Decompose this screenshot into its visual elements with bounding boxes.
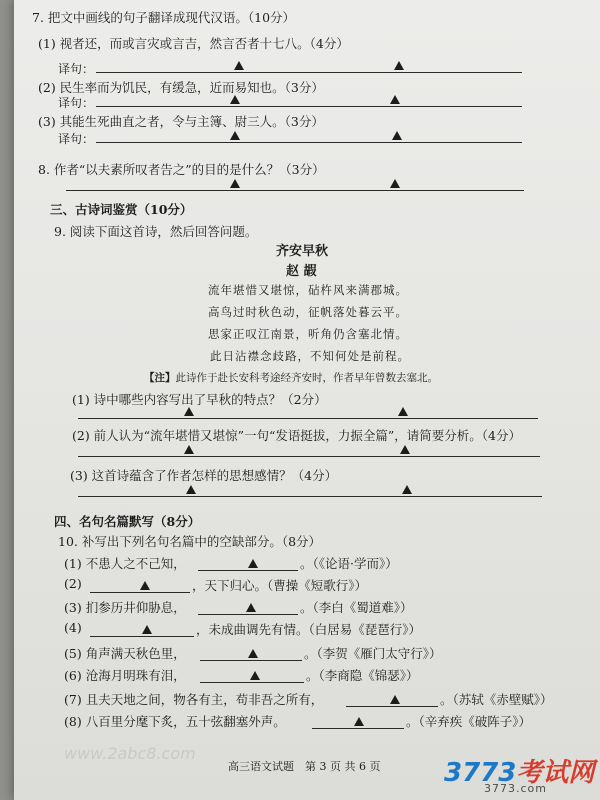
poem-line: 高鸟过时秋色动，征帆落处暮云平。 <box>208 305 408 319</box>
q7-answer-line3[interactable] <box>96 142 522 143</box>
q10-blank-7[interactable] <box>346 706 438 707</box>
poem-title: 齐安早秋 <box>276 244 329 259</box>
triangle-marker-icon <box>186 485 196 494</box>
triangle-marker-icon <box>392 131 402 140</box>
poem-note-text: 此诗作于赴长安科考途经齐安时，作者早年曾数去塞北。 <box>175 372 438 384</box>
item-number: (5) <box>64 646 82 661</box>
q10-source-4: ，未成曲调先有情。（白居易《琵琶行》） <box>196 622 422 637</box>
q7-answer-line1[interactable] <box>96 72 522 73</box>
triangle-marker-icon <box>390 95 400 104</box>
site-url: 3773.com <box>484 782 547 795</box>
q10-blank-2[interactable] <box>90 592 190 593</box>
poem-author: 赵 嘏 <box>286 264 317 279</box>
q10-source-7: 。（苏轼《赤壁赋》） <box>440 692 553 707</box>
q10-blank-4[interactable] <box>90 636 194 637</box>
q10-blank-3[interactable] <box>198 614 298 615</box>
item-text: 且夫天地之间，物各有主，苟非吾之所有， <box>85 692 324 707</box>
item-text: 八百里分麾下炙，五十弦翻塞外声。 <box>85 714 286 729</box>
triangle-marker-icon <box>248 649 258 658</box>
q10-source-5: 。（李贺《雁门太守行》） <box>304 646 442 661</box>
q10-blank-1[interactable] <box>198 570 298 571</box>
q10-item-8 <box>64 712 286 730</box>
q10-source-1: 。（《论语·学而》） <box>300 556 398 571</box>
item-text: 不患人之不己知， <box>85 556 186 571</box>
site-logo-word: 考试网 <box>516 758 595 788</box>
q10-item-4: (4) <box>64 620 82 635</box>
triangle-marker-icon <box>390 179 400 188</box>
poem-line: 流年堪惜又堪惊，砧杵风来满郡城。 <box>208 283 408 297</box>
q10-item-3 <box>64 598 186 616</box>
q10-item-7 <box>64 690 323 708</box>
q10-source-8: 。（辛弃疾《破阵子》） <box>406 714 532 729</box>
item-text: 角声满天秋色里， <box>85 646 186 661</box>
triangle-marker-icon <box>142 625 152 634</box>
exam-page <box>14 0 600 800</box>
triangle-marker-icon <box>184 407 194 416</box>
item-number: (6) <box>64 668 82 683</box>
poem-note-tag: 【注】 <box>144 372 176 384</box>
q7-answer-line2[interactable] <box>96 106 522 107</box>
poem-line: 此日沾襟念歧路，不知何处是前程。 <box>210 349 410 363</box>
page-footer: 高三语文试题 第 3 页 共 6 页 <box>228 760 381 773</box>
triangle-marker-icon <box>398 407 408 416</box>
triangle-marker-icon <box>230 179 240 188</box>
q10-item-5 <box>64 644 186 662</box>
triangle-marker-icon <box>230 95 240 104</box>
q10-title: 10. 补写出下列名句名篇中的空缺部分。（8分） <box>58 534 322 549</box>
triangle-marker-icon <box>234 61 244 70</box>
bleed-through-text <box>354 24 424 39</box>
q10-item-1 <box>64 554 186 572</box>
q9-sub1: (1) 诗中哪些内容写出了早秋的特点？（2分） <box>72 392 327 407</box>
item-text: 沧海月明珠有泪， <box>85 668 186 683</box>
q9-sub2: (2) 前人认为“流年堪惜又堪惊”一句“发语挺拔，力振全篇”，请简要分析。（4分） <box>72 428 521 443</box>
triangle-marker-icon <box>140 581 150 590</box>
site-logo-number: 3773 <box>444 758 517 788</box>
q7-sub3: (3) 其能生死曲直之者，令与主簿、尉三人。（3分） <box>38 114 324 129</box>
q7-sub2: (2) 民生率而为饥民，有缓急，近而易知也。（3分） <box>38 80 324 95</box>
q7-sub1: (1) 视者还，而或言灾或言吉，然言否者十七八。（4分） <box>38 36 349 51</box>
triangle-marker-icon <box>394 61 404 70</box>
triangle-marker-icon <box>402 485 412 494</box>
item-number: (8) <box>64 714 82 729</box>
triangle-marker-icon <box>184 445 194 454</box>
triangle-marker-icon <box>390 695 400 704</box>
q8-title: 8. 作者“以夫素所叹者告之”的目的是什么？（3分） <box>38 162 325 177</box>
q9-sub3: (3) 这首诗蕴含了作者怎样的思想感情？（4分） <box>70 468 338 483</box>
q10-blank-6[interactable] <box>200 682 304 683</box>
q10-source-3: 。（李白《蜀道难》） <box>300 600 413 615</box>
triangle-marker-icon <box>248 559 258 568</box>
section4-heading: 四、名句名篇默写（8分） <box>54 514 201 529</box>
q10-item-6 <box>64 666 186 684</box>
triangle-marker-icon <box>246 603 256 612</box>
poem-line: 思家正叹江南景，听角仍含塞北情。 <box>208 327 408 341</box>
item-number: (7) <box>64 692 82 707</box>
triangle-marker-icon <box>400 445 410 454</box>
q7-label1: 译句： <box>58 62 95 76</box>
q7-label2: 译句： <box>58 96 95 110</box>
poem-note <box>144 370 438 385</box>
triangle-marker-icon <box>230 131 240 140</box>
q9-answer-line3[interactable] <box>78 496 542 497</box>
item-number: (1) <box>64 556 82 571</box>
q9-answer-line2[interactable] <box>78 456 540 457</box>
q7-label3: 译句： <box>58 132 95 146</box>
triangle-marker-icon <box>354 717 364 726</box>
item-text: 扪参历井仰胁息， <box>85 600 186 615</box>
q10-source-2: ，天下归心。（曹操《短歌行》） <box>192 578 368 593</box>
q10-blank-5[interactable] <box>200 660 302 661</box>
q9-answer-line1[interactable] <box>78 418 538 419</box>
q8-answer-line[interactable] <box>66 190 524 191</box>
q9-title: 9. 阅读下面这首诗，然后回答问题。 <box>54 224 258 239</box>
item-number: (3) <box>64 600 82 615</box>
site-watermark: www.2abc8.com <box>64 744 196 763</box>
q7-title: 7. 把文中画线的句子翻译成现代汉语。（10分） <box>32 10 296 25</box>
q10-blank-8[interactable] <box>312 728 404 729</box>
section3-heading: 三、古诗词鉴赏（10分） <box>50 202 193 217</box>
q10-item-2: (2) <box>64 576 82 591</box>
q10-source-6: 。（李商隐《锦瑟》） <box>306 668 419 683</box>
triangle-marker-icon <box>250 671 260 680</box>
